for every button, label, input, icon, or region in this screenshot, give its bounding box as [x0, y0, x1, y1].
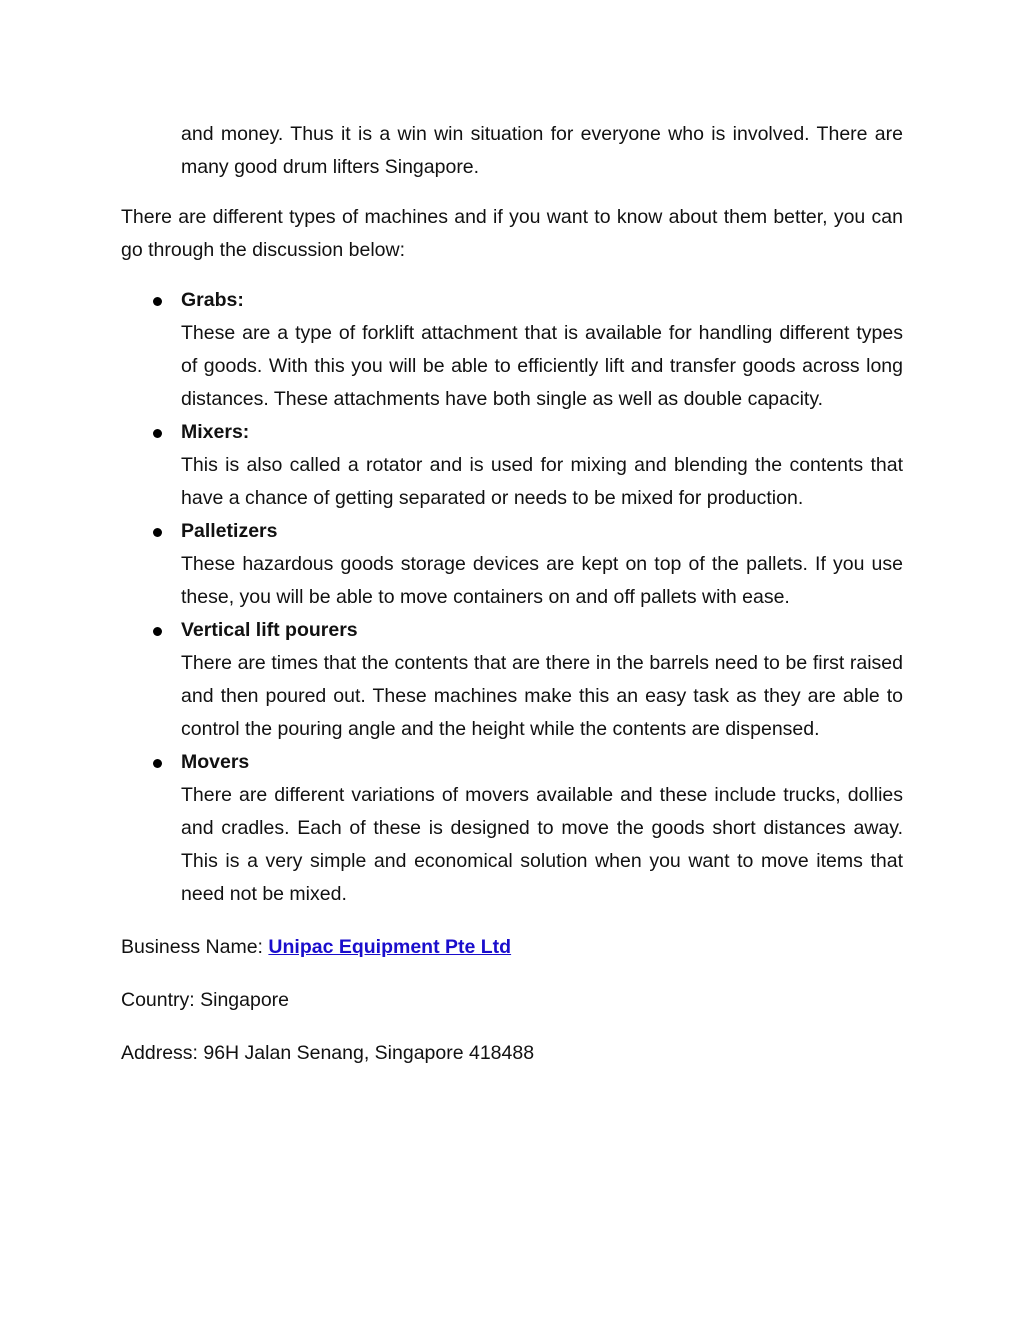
bullet-icon — [153, 528, 162, 537]
country-line: Country: Singapore — [121, 989, 290, 1011]
machine-types-list — [121, 284, 903, 911]
business-name-label: Business Name: — [121, 936, 269, 958]
bullet-icon — [153, 759, 162, 768]
business-info — [121, 931, 903, 1070]
item-body: This is also called a rotator and is used for mixing and blending the contents that have a chance of getting separated or needs to be mixed for production. — [181, 454, 903, 509]
list-item — [181, 614, 903, 746]
item-title: Mixers: — [181, 421, 250, 443]
list-item — [181, 284, 903, 416]
bullet-icon — [153, 297, 162, 306]
list-item — [181, 416, 903, 515]
intro-continuation-paragraph: and money. Thus it is a win win situation for everyone who is involved. There are many good drum lifters Singapore. — [181, 123, 903, 178]
bullet-icon — [153, 627, 162, 636]
list-item — [181, 515, 903, 614]
address-line: Address: 96H Jalan Senang, Singapore 418488 — [121, 1042, 535, 1064]
item-body: These hazardous goods storage devices are kept on top of the pallets. If you use these, you will be able to move containers on and off pallets with ease. — [181, 553, 903, 608]
document-page — [121, 118, 903, 1090]
bullet-icon — [153, 429, 162, 438]
item-body: There are different variations of movers available and these include trucks, dollies and cradles. Each of these is designed to move the goods short distances away. This is a very simple and economical solution when you want to move items that need not be mixed. — [181, 784, 903, 905]
lead-paragraph: There are different types of machines and if you want to know about them better, you can go through the discussion below: — [121, 206, 903, 261]
list-item — [181, 746, 903, 911]
item-body: These are a type of forklift attachment that is available for handling different types of goods. With this you will be able to efficiently lift and transfer goods across long distances. These attachments have both single as well as double capacity. — [181, 322, 903, 410]
business-name-link[interactable]: Unipac Equipment Pte Ltd — [268, 936, 512, 958]
business-name-line — [121, 931, 903, 964]
item-title: Palletizers — [181, 520, 278, 542]
item-title: Grabs: — [181, 289, 244, 311]
item-title: Movers — [181, 751, 250, 773]
item-title: Vertical lift pourers — [181, 619, 358, 641]
item-body: There are times that the contents that are there in the barrels need to be first raised and then poured out. These machines make this an easy task as they are able to control the pouring angle and the height while the contents are dispensed. — [181, 652, 903, 740]
